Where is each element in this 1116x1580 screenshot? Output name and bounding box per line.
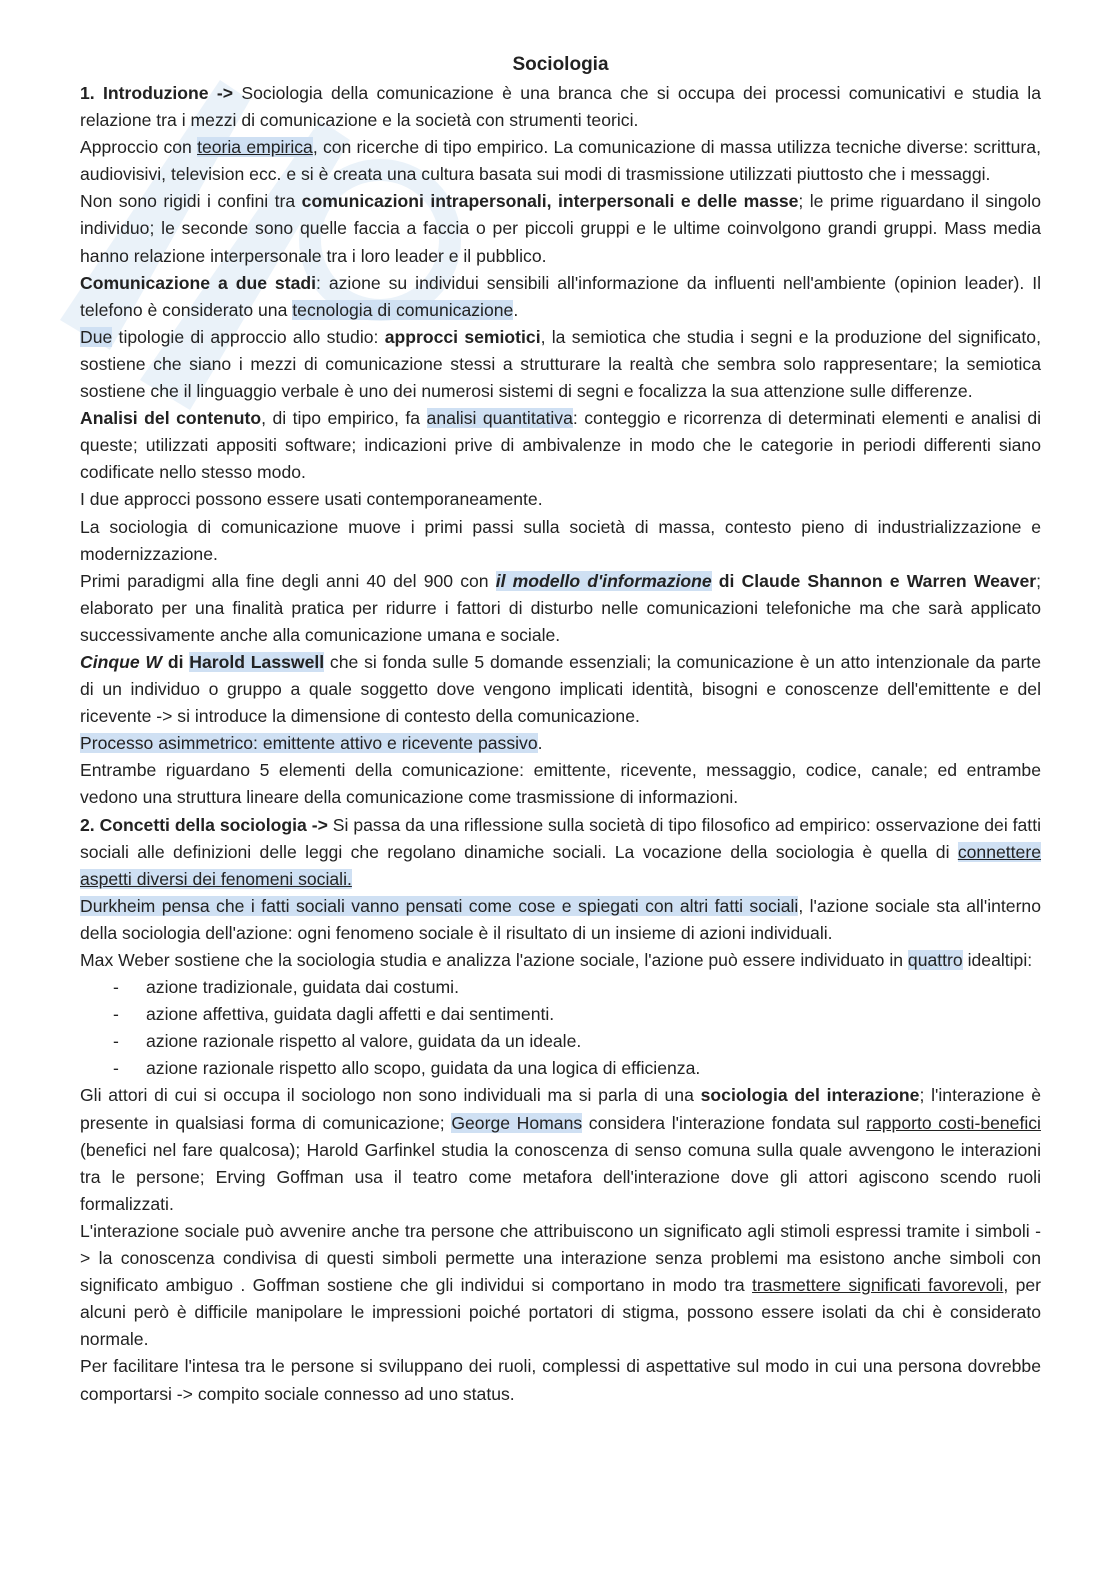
underlined-term: connettere aspetti diversi dei fenomeni sociali. [80,841,1041,889]
document-page [80,50,1041,1408]
bold-term: approcci semiotici [384,326,541,347]
paragraph-weber: Max Weber sostiene che la sociologia studia e analizza l'azione sociale, l'azione può essere individuato in quattro idealtipi: [80,950,1033,970]
highlighted-term: Processo asimmetrico: emittente attivo e ricevente passivo [80,733,538,754]
paragraph-societa-massa: La sociologia di comunicazione muove i primi passi sulla società di massa, contesto pieno di industrializzazione e modernizzazione. [80,516,1041,564]
paragraph-interazione: Gli attori di cui si occupa il sociologo non sono individuali ma si parla di una sociologia del interazione; l'interazione è presente in qualsiasi forma di comunicazione; George Homans considera l'interazione fondata sul rapporto costi-benefici (benefici nel fare qualcosa); Harold Garfinkel studia la conoscenza di senso comuna sulla quale avvengono le interazioni tra le persone; Erving Goffman usa il teatro come metafora dell'interazione dove gli attori agiscono scendo ruoli formalizzati. [80,1085,1041,1214]
list-item: - azione razionale rispetto al valore, guidata da un ideale. [80,1028,1041,1055]
underlined-term: teoria empirica [197,137,313,158]
highlighted-term: Due [80,326,113,347]
list-item: - azione tradizionale, guidata dai costumi. [80,974,1041,1001]
list-item: - azione razionale rispetto allo scopo, guidata da una logica di efficienza. [80,1055,1041,1082]
paragraph-lasswell: Cinque W di Harold Lasswell che si fonda sulle 5 domande essenziali; la comunicazione è un atto intenzionale da parte di un individuo o gruppo a quale soggetto dove vengono implicati identità, bisogni e conoscenze dell'emittente e del ricevente -> si introduce la dimensione di contesto della comunicazione. [80,651,1041,727]
paragraph-approccio: Approccio con teoria empirica, con ricerche di tipo empirico. La comunicazione di massa utilizza tecniche diverse: scrittura, audiovisivi, television ecc. e si è creata una cultura basata sui modi di trasmissione utilizzati piuttosto che i messaggi. [80,137,1041,185]
paragraph-introduzione: 1. Introduzione -> Sociologia della comunicazione è una branca che si occupa dei processi comunicativi e studia la relazione tra i mezzi di comunicazione e la società con strumenti teorici. [80,83,1041,131]
paragraph-asimmetrico: Processo asimmetrico: emittente attivo e ricevente passivo. [80,733,543,754]
highlighted-term: Durkheim pensa che i fatti sociali vanno pensati come cose e spiegati con altri fatti sociali [80,895,799,916]
bold-term: comunicazioni intrapersonali, interpersonali e delle masse [301,191,799,212]
highlighted-term: Harold Lasswell [189,651,325,672]
highlighted-term: tecnologia di comunicazione [292,299,514,320]
paragraph-durkheim: Durkheim pensa che i fatti sociali vanno pensati come cose e spiegati con altri fatti sociali, l'azione sociale sta all'interno della sociologia dell'azione: ogni fenomeno sociale è il risultato di un insieme di azioni individuali. [80,895,1041,943]
paragraph-elementi: Entrambe riguardano 5 elementi della comunicazione: emittente, ricevente, messaggio, codice, canale; ed entrambe vedono una struttura lineare della comunicazione come trasmissione di informazioni. [80,760,1041,808]
highlighted-term: George Homans [451,1112,583,1133]
bold-term: Comunicazione a due stadi [80,272,316,293]
paragraph-ruoli: Per facilitare l'intesa tra le persone si sviluppano dei ruoli, complessi di aspettative sul modo in cui una persona dovrebbe comportarsi -> compito sociale connesso ad uno status. [80,1356,1041,1404]
paragraph-analisi-contenuto: Analisi del contenuto, di tipo empirico, fa analisi quantitativa: conteggio e ricorrenza di determinati elementi e analisi di queste; utilizzati appositi software; indicazioni prive di ambivalenze in modo che le categorie in periodi differenti siano codificate nello stesso modo. [80,408,1042,483]
paragraph-confini: Non sono rigidi i confini tra comunicazioni intrapersonali, interpersonali e delle masse; le prime riguardano il singolo individuo; le seconde sono quelle faccia a faccia o per piccoli gruppi e le ultime coinvolgono grandi gruppi. Mass media hanno relazione interpersonale tra i loro leader e il pubblico. [80,191,1041,266]
paragraph-concetti: 2. Concetti della sociologia -> Si passa da una riflessione sulla società di tipo filosofico ad empirico: osservazione dei fatti sociali alle definizioni delle leggi che regolano dinamiche sociali. La vocazione della sociologia è quella di connettere aspetti diversi dei fenomeni sociali. [80,814,1041,889]
underlined-term: trasmettere significati favorevoli [752,1275,1004,1296]
bold-term: sociologia del interazione [700,1085,920,1106]
highlighted-term: il modello d'informazione [495,570,712,591]
highlighted-term: quattro [907,950,963,970]
paragraph-simboli: L'interazione sociale può avvenire anche tra persone che attribuiscono un significato agli stimoli espressi tramite i simboli -> la conoscenza condivisa di questi simboli permette una interazione senza problemi ma esistono anche simboli con significato ambiguo . Goffman sostiene che gli individui si comportano in modo tra trasmettere significati favorevoli, per alcuni però è difficile manipolare le impressioni poiché portatori di stigma, possono essere isolati da chi è considerato normale. [80,1220,1041,1350]
section-heading-2: 2. Concetti della sociologia -> [80,814,328,835]
bold-term: Analisi del contenuto [80,408,262,429]
list-item: - azione affettiva, guidata dagli affetti e dai sentimenti. [80,1001,1041,1028]
idealtipi-list [80,974,1041,1082]
paragraph-paradigmi: Primi paradigmi alla fine degli anni 40 del 900 con il modello d'informazione di Claude Shannon e Warren Weaver; elaborato per una finalità pratica per ridurre i fattori di disturbo nelle comunicazioni telefoniche ma che sarà applicato successivamente anche alla comunicazione umana e sociale. [80,570,1041,645]
paragraph-due-stadi: Comunicazione a due stadi: azione su individui sensibili all'informazione da influenti nell'ambiente (opinion leader). Il telefono è considerato una tecnologia di comunicazione. [80,272,1041,320]
section-heading-1: 1. Introduzione -> [80,83,234,103]
page-title: Sociologia [512,54,609,75]
highlighted-term: analisi quantitativa [426,408,573,429]
bold-italic-term: Cinque W [80,651,163,672]
paragraph-semiotica: Due tipologie di approccio allo studio: approcci semiotici, la semiotica che studia i segni e la produzione del significato, sostiene che siano i mezzi di comunicazione stessi a strutturare la realtà che sembra solo rappresentare; la semiotica sostiene che il linguaggio verbale è uno dei numerosi sistemi di segni e focalizza la sua attenzione sulle differenze. [80,326,1041,402]
underlined-term: rapporto costi-benefici [866,1112,1041,1133]
paragraph-due-approcci: I due approcci possono essere usati contemporaneamente. [80,489,543,510]
